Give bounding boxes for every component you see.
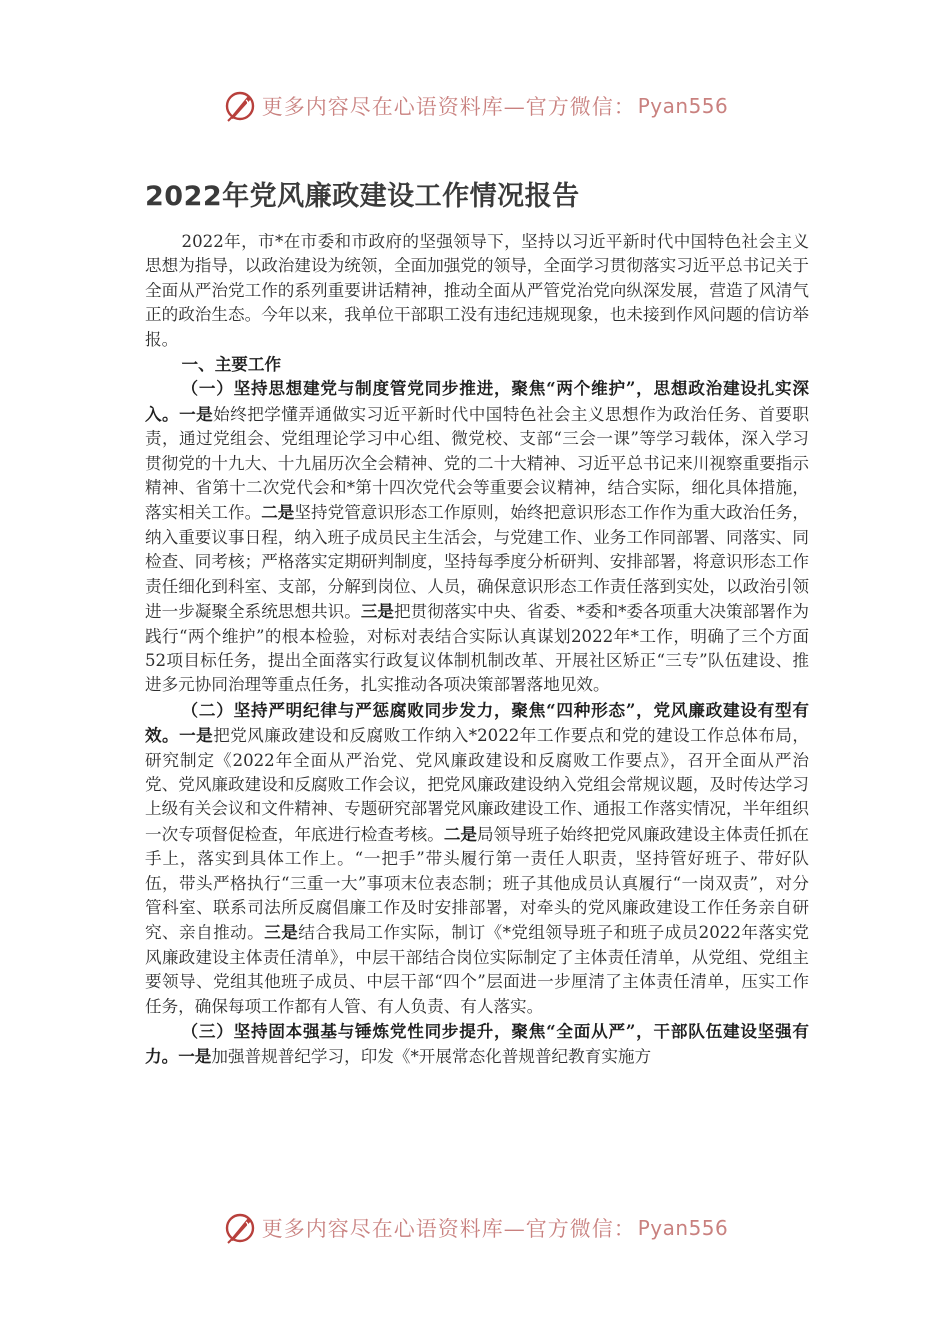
part2-text1: 把党风廉政建设和反腐败工作纳入*2022年工作要点和党的建设工作总体布局，研究制定《2022年全面从严治党、党风廉政建设和反腐败工作要点》，召开全面从严治党、党风廉政建设和反腐败工作会议，把党风廉政建设纳入党组会常规议题，及时传达学习上级有关会议和文件精神、专题研究部署党风廉政建设工作、通报工作落实情况，半年组织一次专项督促检查，年底进行检查考核。 <box>145 726 810 844</box>
document-title: 2022年党风廉政建设工作情况报告 <box>145 181 580 212</box>
banner-wechat-id: Pyan556 <box>637 1216 729 1240</box>
document-body <box>145 230 809 1070</box>
part2-text2: 局领导班子始终把党风廉政建设主体责任抓在手上，落实到具体工作上。“一把手”带头履行第一责任人职责，坚持管好班子、带好队伍，带头严格执行“三重一大”事项末位表态制；班子其他成员认真履行“一岗双责”，对分管科室、联系司法所反腐倡廉工作及时安排部署，对牵头的党风廉政建设工作任务亲自研究、亲自推动。 <box>145 824 810 943</box>
banner-text: 更多内容尽在心语资料库—官方微信： <box>261 1217 636 1241</box>
part3-lead1: 一是 <box>178 1046 212 1067</box>
part1-text1: 始终把学懂弄通做实习近平新时代中国特色社会主义思想作为政治任务、首要职责，通过党组会、党组理论学习中心组、微党校、支部“三会一课”等学习载体，深入学习贯彻党的十九大、十九届历次全会精神、党的二十大精神、习近平总书记来川视察重要指示精神、省第十二次党代会和*第十四次党代会等重要会议精神，结合实际，细化具体措施，落实相关工作。 <box>145 404 810 523</box>
part2-text3: 结合我局工作实际，制订《*党组领导班子和班子成员2022年落实党风廉政建设主体责任清单》，中层干部结合岗位实际制定了主体责任清单，从党组、党组主要领导、党组其他班子成员、中层干部“四个”层面进一步厘清了主体责任清单，压实工作任务，确保每项工作都有人管、有人负责、有人落实。 <box>145 923 810 1016</box>
part1-lead2: 二是 <box>261 502 295 523</box>
part3-text1: 加强普规普纪学习，印发《*开展常态化普规普纪教育实施方 <box>211 1047 652 1067</box>
header-banner <box>0 86 950 126</box>
banner-text: 更多内容尽在心语资料库—官方微信： <box>261 95 636 119</box>
intro-paragraph: 2022年，市*在市委和市政府的坚强领导下，坚持以习近平新时代中国特色社会主义思想为指导，以政治建设为统领，全面加强党的领导，全面学习贯彻落实习近平总书记关于全面从严治党工作的系列重要讲话精神，推动全面从严管党治党向纵深发展，营造了风清气正的政治生态。今年以来，我单位干部职工没有违纪违规现象，也未接到作风问题的信访举报。 <box>145 232 809 349</box>
part3-heading: （三）坚持固本强基与锤炼党性同步提升，聚焦“全面从严”，干部队伍建设坚强有力。 <box>145 1021 809 1067</box>
banner-wechat-id: Pyan556 <box>637 94 729 118</box>
paragraph-part3 <box>145 1019 809 1070</box>
part2-lead1: 一是 <box>179 725 214 746</box>
paragraph-part2 <box>145 698 809 1019</box>
footer-banner <box>0 1208 950 1248</box>
part1-text3: 把贯彻落实中央、省委、*委和*委各项重大决策部署作为践行“两个维护”的根本检验，对标对表结合实际认真谋划2022年*工作，明确了三个方面52项目标任务，提出全面落实行政复议体制机制改革、开展社区矫正“三专”队伍建设、推进多元协同治理等重点任务，扎实推动各项决策部署落地见效。 <box>145 602 810 695</box>
paragraph-part1 <box>145 376 809 697</box>
part1-heading: （一）坚持思想建党与制度管党同步推进，聚焦“两个维护”，思想政治建设扎实深入。 <box>145 378 809 424</box>
quill-logo-icon <box>222 88 258 124</box>
quill-logo-icon <box>222 1210 258 1246</box>
part1-text2: 坚持党管意识形态工作原则，始终把意识形态工作作为重大政治任务，纳入重要议事日程，纳入班子成员民主生活会，与党建工作、业务工作同部署、同落实、同检查、同考核；严格落实定期研判制度，坚持每季度分析研判、安排部署，将意识形态工作责任细化到科室、支部，分解到岗位、人员，确保意识形态工作责任落到实处，以政治引领进一步凝聚全系统思想共识。 <box>145 503 810 622</box>
part2-lead3: 三是 <box>264 922 299 943</box>
section-heading: 一、主要工作 <box>181 354 282 375</box>
part1-lead1: 一是 <box>179 403 214 424</box>
part2-lead2: 二是 <box>443 823 478 844</box>
part1-lead3: 三是 <box>360 601 395 622</box>
part2-heading: （二）坚持严明纪律与严惩腐败同步发力，聚焦“四种形态”，党风廉政建设有型有效。 <box>145 699 809 746</box>
